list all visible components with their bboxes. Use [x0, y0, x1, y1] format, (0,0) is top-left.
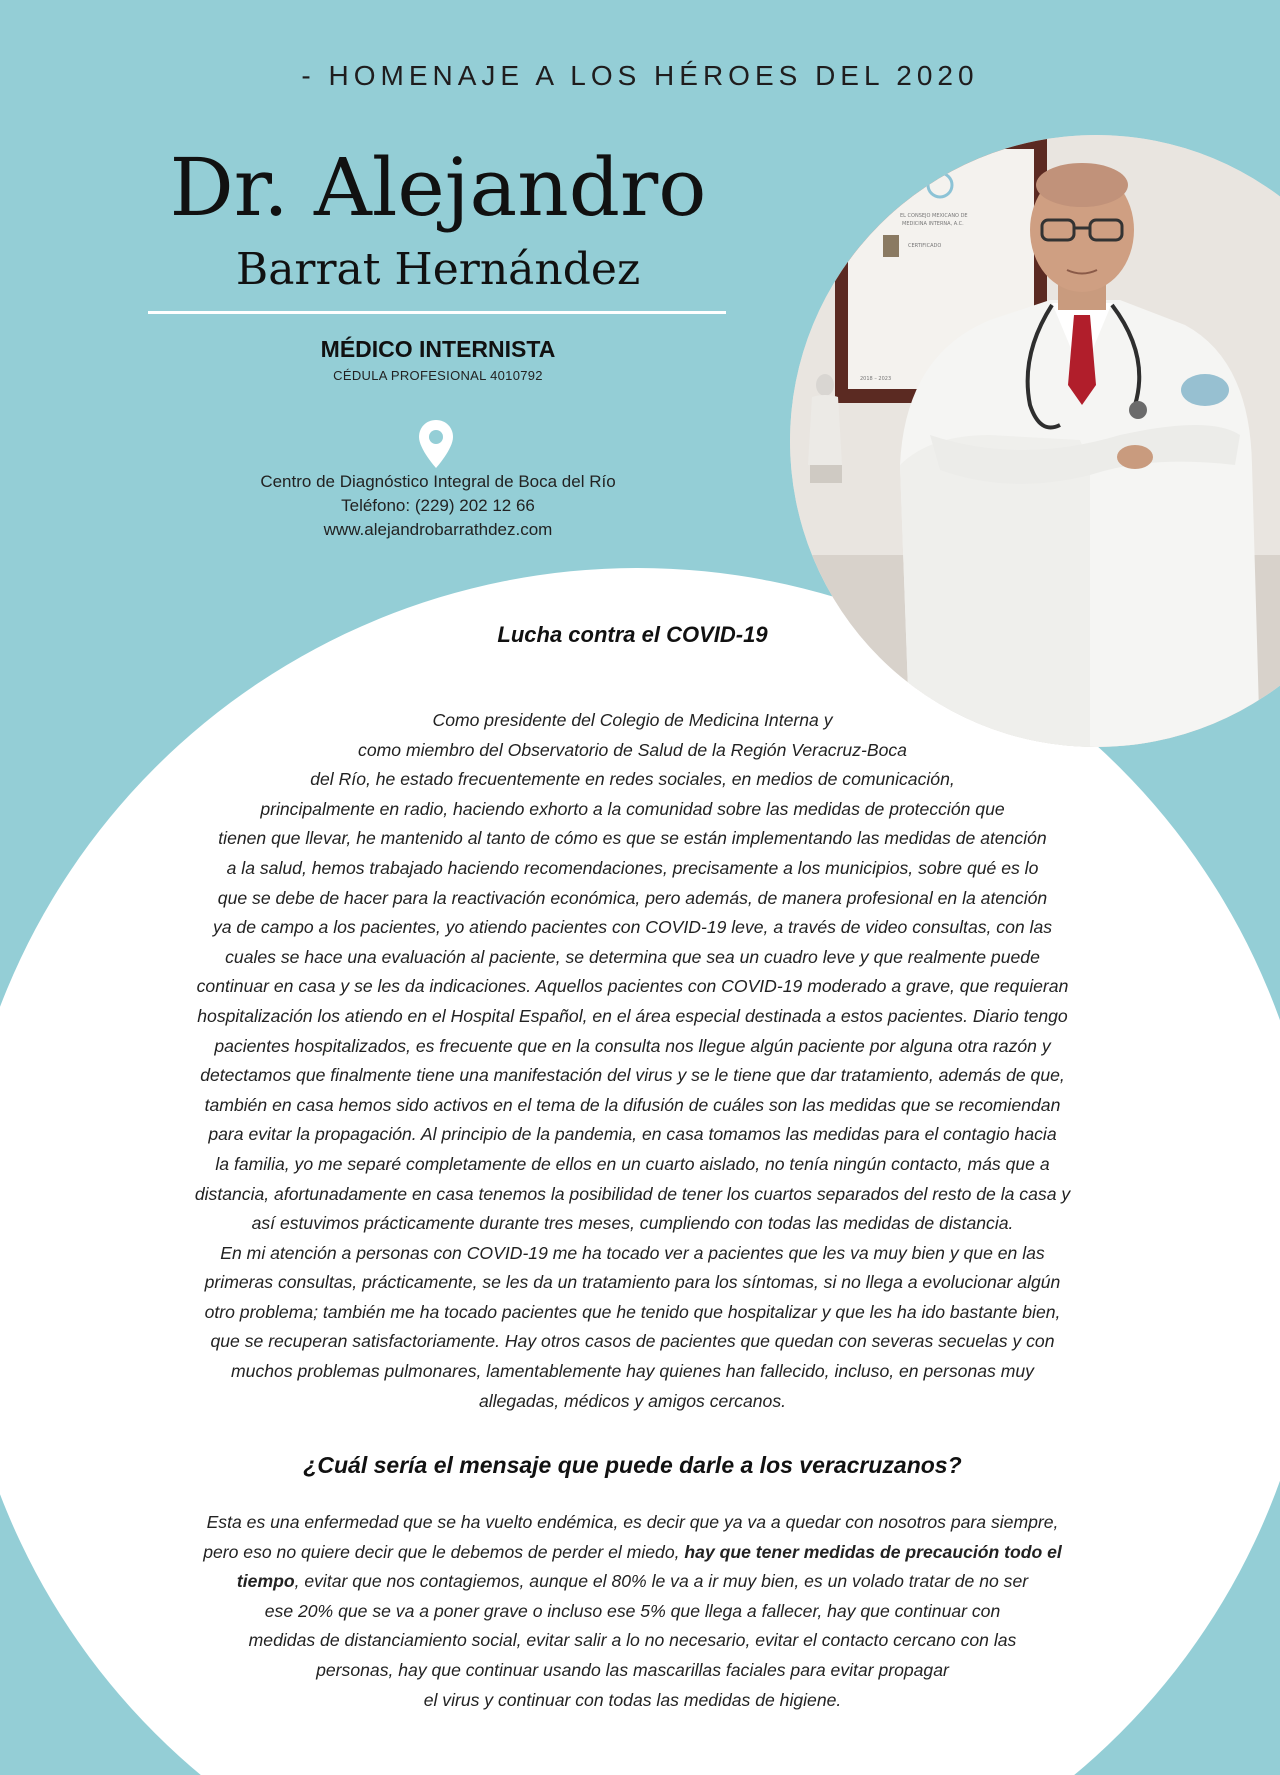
text-line: continuar en casa y se les da indicaciones. Aquellos pacientes con COVID-19 moderado a grave, que requieran — [196, 976, 1069, 997]
text-line: también en casa hemos sido activos en el tema de la difusión de cuáles son las medidas que se recomiendan — [204, 1094, 1061, 1115]
text-line: otro problema; también me ha tocado pacientes que he tenido que hospitalizar y que les ha ido bastante bien, — [204, 1301, 1061, 1322]
text-line: Esta es una enfermedad que se ha vuelto endémica, es decir que ya va a quedar con nosotros para siempre, — [206, 1512, 1059, 1532]
professional-license: CÉDULA PROFESIONAL 4010792 — [333, 368, 543, 383]
text-run: , evitar que nos contagiemos, aunque el 80% le va a ir muy bien, es un volado tratar de no ser — [294, 1571, 1029, 1592]
text-line: así estuvimos prácticamente durante tres meses, cumpliendo con todas las medidas de distancia. — [251, 1213, 1014, 1234]
svg-text:EL CONSEJO MEXICANO DE: EL CONSEJO MEXICANO DE — [900, 213, 968, 219]
text-line: como miembro del Observatorio de Salud de la Región Veracruz-Boca — [358, 739, 907, 760]
section-heading-message: ¿Cuál sería el mensaje que puede darle a los veracruzanos? — [303, 1452, 962, 1478]
contact-info — [148, 470, 728, 542]
text-line: cuales se hace una evaluación al paciente, se determina que sea un cuadro leve y que realmente puede — [225, 946, 1040, 967]
text-line — [0, 1538, 1265, 1568]
text-line: medidas de distanciamiento social, evitar salir a lo no necesario, evitar el contacto cercano con las — [248, 1630, 1017, 1651]
svg-text:2018 – 2023: 2018 – 2023 — [860, 376, 892, 382]
text-line: que se recuperan satisfactoriamente. Hay otros casos de pacientes que quedan con severas secuelas y con — [210, 1331, 1055, 1352]
text-line: el virus y continuar con todas las medidas de higiene. — [423, 1689, 842, 1710]
specialty-title: MÉDICO INTERNISTA — [320, 336, 556, 362]
text-line: detectamos que finalmente tiene una manifestación del virus y se le tiene que dar tratamiento, además de que, — [200, 1065, 1065, 1086]
text-line: En mi atención a personas con COVID-19 me ha tocado ver a pacientes que les va muy bien y que en las — [220, 1242, 1045, 1263]
section-heading-covid: Lucha contra el COVID-19 — [497, 622, 768, 647]
certificate-text: CONACEM — [860, 178, 891, 185]
text-line: ese 20% que se va a poner grave o incluso ese 5% que llega a fallecer, hay que continuar con — [264, 1600, 1001, 1621]
text-line: Como presidente del Colegio de Medicina Interna y — [432, 710, 833, 730]
text-line: muchos problemas pulmonares, lamentablemente hay quienes han fallecido, incluso, en personas muy — [231, 1361, 1034, 1382]
website-link[interactable]: www.alejandrobarrathdez.com — [323, 520, 553, 539]
page-header-title: - HOMENAJE A LOS HÉROES DEL 2020 — [301, 60, 979, 91]
text-line: distancia, afortunadamente en casa tenemos la posibilidad de tener los cuartos separados del resto de la casa y — [194, 1183, 1071, 1204]
text-line: del Río, he estado frecuentemente en redes sociales, en medios de comunicación, — [310, 769, 955, 790]
text-line: ya de campo a los pacientes, yo atiendo pacientes con COVID-19 leve, a través de video consultas, con las — [212, 917, 1053, 938]
location-pin-icon — [416, 418, 456, 470]
text-line: tienen que llevar, he mantenido al tanto de cómo es que se están implementando las medidas de atención — [218, 828, 1047, 849]
svg-text:CERTIFICADO: CERTIFICADO — [908, 243, 942, 249]
bold-text-run: tiempo — [236, 1571, 295, 1592]
name-divider — [148, 311, 726, 314]
bold-text-run: hay que tener medidas de precaución todo el — [684, 1541, 1062, 1562]
text-line: principalmente en radio, haciendo exhorto a la comunidad sobre las medidas de protección que — [260, 798, 1005, 819]
text-line: pacientes hospitalizados, es frecuente que en la consulta nos llegue algún paciente por alguna otra razón y — [214, 1035, 1051, 1056]
doctor-photo — [790, 135, 1280, 747]
doctor-last-name: Barrat Hernández — [235, 244, 641, 295]
message-paragraph — [0, 1508, 1265, 1715]
clinic-name: Centro de Diagnóstico Integral de Boca del Río — [260, 472, 616, 491]
text-line: la familia, yo me separé completamente de ellos en un cuarto aislado, no tenía ningún contacto, más que a — [215, 1153, 1050, 1174]
svg-text:MEDICINA INTERNA, A.C.: MEDICINA INTERNA, A.C. — [902, 221, 964, 227]
phone-number: Teléfono: (229) 202 12 66 — [341, 496, 535, 515]
text-line: primeras consultas, prácticamente, se les da un tratamiento para los síntomas, si no llega a evolucionar algún — [204, 1272, 1061, 1293]
doctor-first-name: Dr. Alejandro — [169, 141, 707, 234]
text-line: a la salud, hemos trabajado haciendo recomendaciones, precisamente a los municipios, sobre qué es lo — [226, 857, 1039, 878]
text-line: para evitar la propagación. Al principio de la pandemia, en casa tomamos las medidas para el contagio hacia — [208, 1124, 1057, 1145]
covid-paragraph — [0, 706, 1265, 1416]
text-line: hospitalización los atiendo en el Hospital Español, en el área especial destinada a estos pacientes. Diario tengo — [197, 1005, 1068, 1026]
text-line — [0, 1567, 1265, 1597]
text-run: pero eso no quiere decir que le debemos de perder el miedo, — [203, 1541, 685, 1562]
text-line: que se debe de hacer para la reactivación económica, pero además, de manera profesional en la atención — [217, 887, 1048, 908]
text-line: personas, hay que continuar usando las mascarillas faciales para evitar propagar — [316, 1659, 949, 1680]
text-line: allegadas, médicos y amigos cercanos. — [478, 1390, 787, 1411]
